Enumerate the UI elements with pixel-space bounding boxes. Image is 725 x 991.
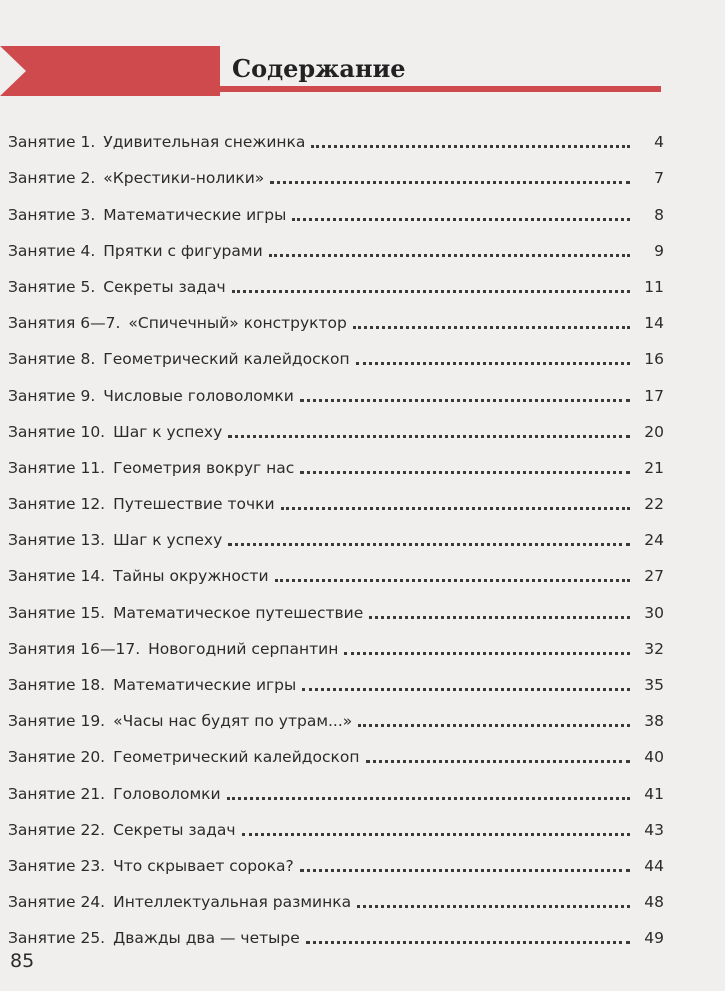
toc-entry-page: 41 — [644, 784, 664, 803]
table-of-contents — [8, 116, 664, 948]
header-underline — [220, 86, 661, 92]
toc-entry-title: Путешествие точки — [113, 495, 275, 514]
toc-entry-label: Занятие 11. — [8, 458, 106, 477]
toc-entry-page: 9 — [654, 241, 664, 260]
dot-leader — [292, 218, 630, 221]
toc-entry-title: Тайны окружности — [113, 567, 269, 586]
toc-entry-label: Занятия 6—7. — [8, 314, 121, 333]
page-number: 85 — [10, 950, 35, 972]
toc-entry-label: Занятие 9. — [8, 386, 96, 405]
dot-leader — [269, 254, 630, 257]
toc-entry-page: 49 — [644, 929, 664, 948]
dot-leader — [228, 435, 630, 438]
toc-entry-label: Занятие 4. — [8, 241, 96, 260]
toc-entry-page: 21 — [644, 458, 664, 477]
toc-entry-page: 22 — [644, 495, 664, 514]
toc-entry-page: 44 — [644, 856, 664, 875]
toc-entry — [8, 478, 664, 514]
toc-entry-label: Занятие 12. — [8, 495, 106, 514]
toc-entry-page: 24 — [644, 531, 664, 550]
dot-leader — [300, 869, 630, 872]
toc-entry — [8, 152, 664, 188]
dot-leader — [344, 652, 630, 655]
toc-entry-label: Занятие 25. — [8, 929, 106, 948]
toc-entry — [8, 550, 664, 586]
toc-entry — [8, 912, 664, 948]
toc-entry — [8, 804, 664, 840]
dot-leader — [306, 941, 630, 944]
toc-entry-title: Что скрывает сорока? — [113, 856, 294, 875]
dot-leader — [357, 905, 630, 908]
toc-entry — [8, 695, 664, 731]
toc-entry-label: Занятие 8. — [8, 350, 96, 369]
dot-leader — [227, 797, 630, 800]
toc-entry — [8, 261, 664, 297]
toc-entry-page: 30 — [644, 603, 664, 622]
dot-leader — [366, 760, 631, 763]
toc-entry — [8, 659, 664, 695]
toc-entry-title: Математические игры — [103, 205, 287, 224]
toc-entry-page: 11 — [644, 277, 664, 296]
dot-leader — [311, 145, 630, 148]
toc-entry — [8, 586, 664, 622]
dot-leader — [358, 724, 630, 727]
dot-leader — [242, 833, 630, 836]
dot-leader — [270, 181, 630, 184]
toc-entry-title: Шаг к успеху — [113, 531, 223, 550]
toc-entry-page: 17 — [644, 386, 664, 405]
toc-entry-page: 32 — [644, 639, 664, 658]
toc-entry-label: Занятие 14. — [8, 567, 106, 586]
toc-entry — [8, 406, 664, 442]
toc-entry-page: 48 — [644, 893, 664, 912]
toc-entry — [8, 188, 664, 224]
toc-entry-title: Прятки с фигурами — [103, 241, 263, 260]
toc-entry-title: Головоломки — [113, 784, 221, 803]
toc-entry-label: Занятие 3. — [8, 205, 96, 224]
dot-leader — [356, 362, 630, 365]
toc-entry-label: Занятие 15. — [8, 603, 106, 622]
toc-entry-page: 43 — [644, 820, 664, 839]
toc-entry-label: Занятие 20. — [8, 748, 106, 767]
toc-entry-title: Интеллектуальная разминка — [113, 893, 352, 912]
toc-entry — [8, 876, 664, 912]
toc-entry-label: Занятие 5. — [8, 277, 96, 296]
toc-entry-page: 27 — [644, 567, 664, 586]
toc-entry-label: Занятие 13. — [8, 531, 106, 550]
toc-entry — [8, 731, 664, 767]
dot-leader — [353, 326, 630, 329]
toc-entry-title: «Часы нас будят по утрам...» — [113, 712, 353, 731]
toc-entry-title: Геометрический калейдоскоп — [103, 350, 350, 369]
toc-entry-title: Математическое путешествие — [113, 603, 364, 622]
dot-leader — [281, 507, 630, 510]
dot-leader — [232, 290, 630, 293]
toc-entry-page: 16 — [644, 350, 664, 369]
toc-entry-title: Шаг к успеху — [113, 422, 223, 441]
toc-entry-title: Дважды два — четыре — [113, 929, 300, 948]
toc-entry-page: 40 — [644, 748, 664, 767]
toc-entry — [8, 116, 664, 152]
toc-entry-title: Математические игры — [113, 676, 297, 694]
toc-entry — [8, 767, 664, 803]
toc-entry-title: Геометрический калейдоскоп — [113, 748, 360, 767]
dot-leader — [228, 543, 630, 546]
toc-entry-label: Занятие 24. — [8, 893, 106, 912]
toc-entry-title: Геометрия вокруг нас — [113, 458, 295, 477]
dot-leader — [300, 399, 630, 402]
toc-entry-title: Секреты задач — [113, 820, 236, 839]
toc-entry — [8, 297, 664, 333]
toc-entry-label: Занятие 19. — [8, 712, 106, 731]
toc-entry — [8, 333, 664, 369]
toc-entry — [8, 623, 664, 659]
toc-entry — [8, 225, 664, 261]
dot-leader — [300, 471, 630, 474]
header-band — [0, 46, 661, 104]
toc-entry-page: 14 — [644, 314, 664, 333]
toc-entry-label: Занятие 2. — [8, 169, 96, 188]
toc-entry-page: 8 — [654, 205, 664, 224]
toc-entry-label: Занятие 1. — [8, 133, 96, 152]
toc-entry-title: Числовые головоломки — [103, 386, 294, 405]
toc-entry — [8, 840, 664, 876]
toc-entry-title: Новогодний серпантин — [148, 639, 339, 658]
toc-entry-title: «Спичечный» конструктор — [128, 314, 347, 333]
toc-entry-label: Занятие 21. — [8, 784, 106, 803]
header-ribbon — [0, 46, 220, 96]
toc-entry-page: 7 — [654, 169, 664, 188]
toc-entry-page: 35 — [644, 676, 664, 694]
dot-leader — [302, 688, 630, 691]
toc-entry-title: Удивительная снежинка — [103, 133, 306, 152]
toc-entry-label: Занятия 16—17. — [8, 639, 141, 658]
toc-entry-label: Занятие 18. — [8, 676, 106, 694]
toc-entry — [8, 442, 664, 478]
toc-entry-label: Занятие 22. — [8, 820, 106, 839]
page-title: Содержание — [232, 54, 406, 83]
toc-entry-title: Секреты задач — [103, 277, 226, 296]
toc-entry — [8, 514, 664, 550]
dot-leader — [369, 616, 630, 619]
toc-entry-label: Занятие 10. — [8, 422, 106, 441]
toc-entry — [8, 369, 664, 405]
toc-entry-page: 4 — [654, 133, 664, 152]
toc-entry-title: «Крестики-нолики» — [103, 169, 265, 188]
toc-entry-page: 20 — [644, 422, 664, 441]
toc-entry-page: 38 — [644, 712, 664, 731]
toc-entry-label: Занятие 23. — [8, 856, 106, 875]
dot-leader — [275, 579, 630, 582]
